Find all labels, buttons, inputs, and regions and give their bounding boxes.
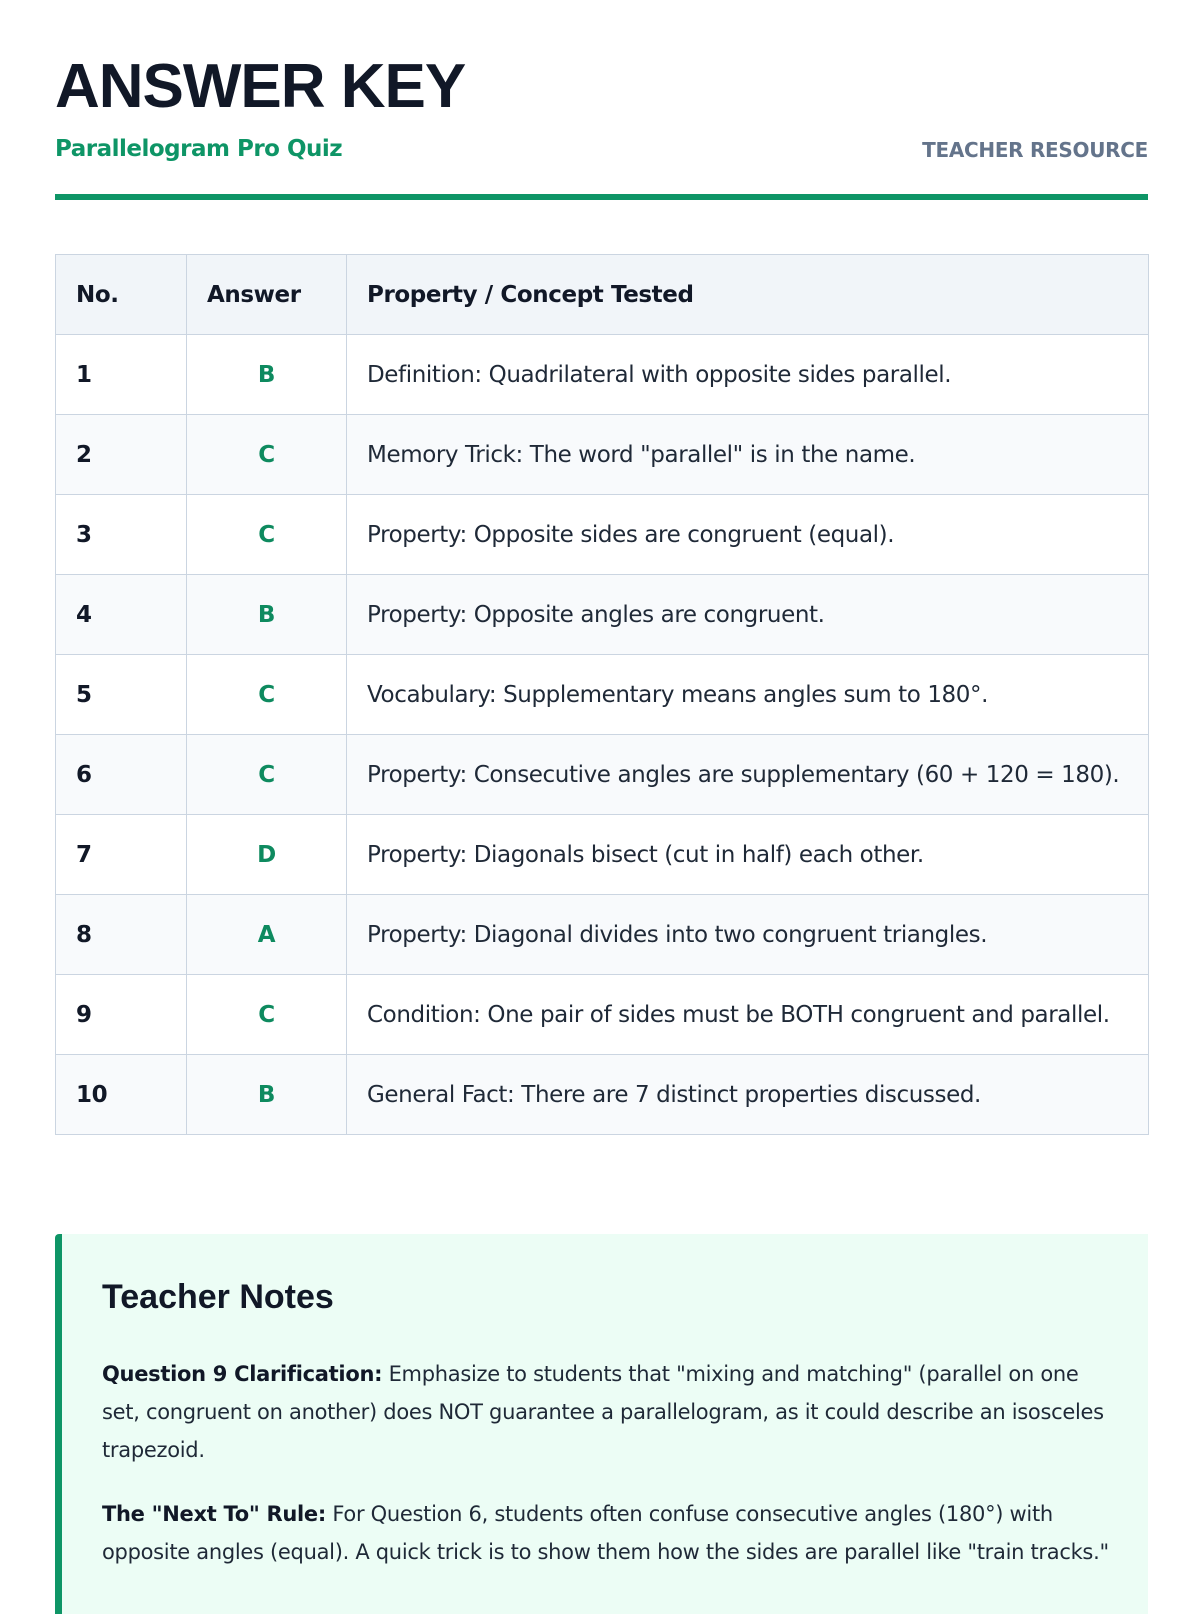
quiz-subtitle: Parallelogram Pro Quiz <box>55 136 343 162</box>
property-tested: Memory Trick: The word "parallel" is in the name. <box>347 415 1149 495</box>
column-header-answer: Answer <box>187 255 347 335</box>
header-divider <box>55 194 1148 200</box>
note-text: For Question 6, students often confuse consecutive angles (180°) with opposite angles (equal). A quick trick is to show them how the sides are parallel like "train tracks." <box>102 1502 1109 1564</box>
answer-letter: A <box>187 895 347 975</box>
property-tested: General Fact: There are 7 distinct properties discussed. <box>347 1055 1149 1135</box>
table-row <box>56 815 1149 895</box>
property-tested: Property: Consecutive angles are supplementary (60 + 120 = 180). <box>347 735 1149 815</box>
question-number: 3 <box>56 495 187 575</box>
table-row <box>56 975 1149 1055</box>
question-number: 2 <box>56 415 187 495</box>
property-tested: Condition: One pair of sides must be BOTH congruent and parallel. <box>347 975 1149 1055</box>
table-row <box>56 495 1149 575</box>
column-header-no: No. <box>56 255 187 335</box>
question-number: 7 <box>56 815 187 895</box>
note-label: Question 9 Clarification: <box>102 1362 383 1386</box>
table-row <box>56 1055 1149 1135</box>
teacher-notes-panel <box>55 1234 1148 1614</box>
table-row <box>56 335 1149 415</box>
table-row <box>56 575 1149 655</box>
answer-letter: B <box>187 335 347 415</box>
property-tested: Property: Diagonals bisect (cut in half) each other. <box>347 815 1149 895</box>
table-row <box>56 415 1149 495</box>
column-header-property: Property / Concept Tested <box>347 255 1149 335</box>
answer-letter: C <box>187 975 347 1055</box>
table-body <box>56 335 1149 1135</box>
answer-letter: B <box>187 1055 347 1135</box>
question-number: 1 <box>56 335 187 415</box>
note-label: The "Next To" Rule: <box>102 1502 326 1526</box>
note-next-to-rule <box>102 1495 1112 1571</box>
property-tested: Property: Diagonal divides into two congruent triangles. <box>347 895 1149 975</box>
question-number: 4 <box>56 575 187 655</box>
teacher-resource-tag: TEACHER RESOURCE <box>922 138 1148 162</box>
page-title: ANSWER KEY <box>55 52 466 121</box>
answer-letter: C <box>187 655 347 735</box>
property-tested: Property: Opposite angles are congruent. <box>347 575 1149 655</box>
question-number: 8 <box>56 895 187 975</box>
teacher-notes-title: Teacher Notes <box>102 1278 334 1316</box>
answer-letter: C <box>187 495 347 575</box>
answer-letter: C <box>187 415 347 495</box>
table-header-row <box>56 255 1149 335</box>
table-header <box>56 255 1149 335</box>
property-tested: Definition: Quadrilateral with opposite sides parallel. <box>347 335 1149 415</box>
answer-letter: D <box>187 815 347 895</box>
answer-letter: C <box>187 735 347 815</box>
property-tested: Property: Opposite sides are congruent (equal). <box>347 495 1149 575</box>
table-row <box>56 735 1149 815</box>
answer-key-table <box>55 254 1149 1135</box>
table-row <box>56 655 1149 735</box>
answer-letter: B <box>187 575 347 655</box>
note-question-9 <box>102 1355 1112 1469</box>
question-number: 5 <box>56 655 187 735</box>
note-text: Emphasize to students that "mixing and matching" (parallel on one set, congruent on another) does NOT guarantee a parallelogram, as it could describe an isosceles trapezoid. <box>102 1362 1104 1462</box>
property-tested: Vocabulary: Supplementary means angles sum to 180°. <box>347 655 1149 735</box>
question-number: 9 <box>56 975 187 1055</box>
question-number: 10 <box>56 1055 187 1135</box>
question-number: 6 <box>56 735 187 815</box>
table-row <box>56 895 1149 975</box>
